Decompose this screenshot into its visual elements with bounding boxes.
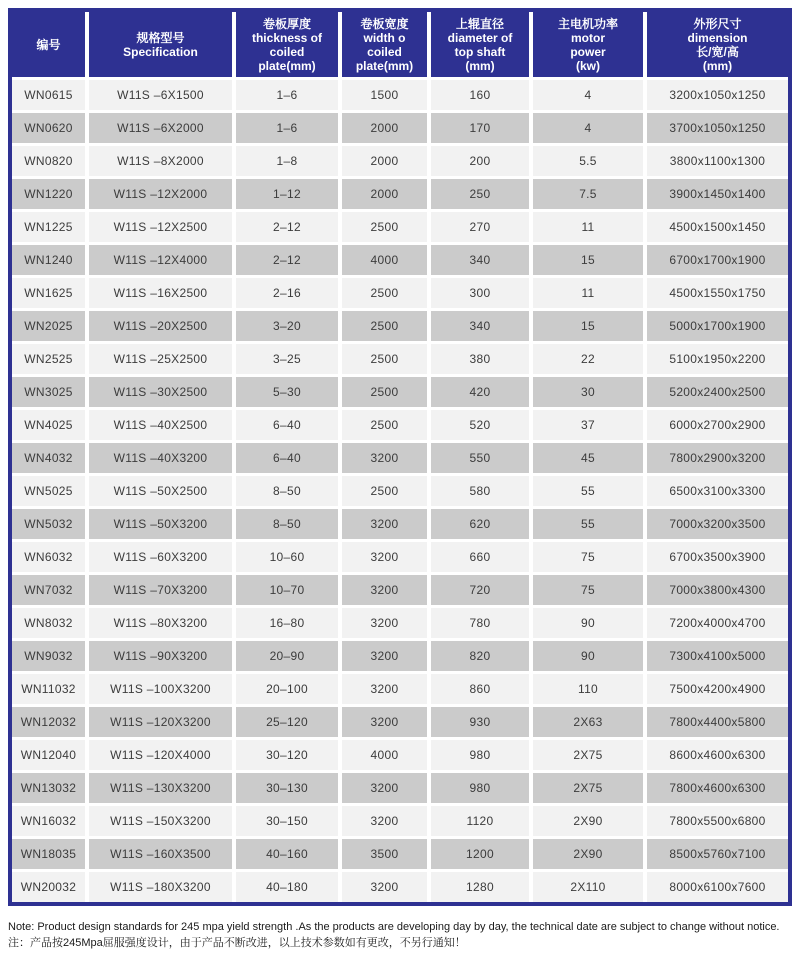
cell-top-shaft-diameter: 860 — [429, 673, 531, 706]
table-row — [12, 310, 788, 343]
cell-serial-number: WN0820 — [12, 145, 87, 178]
cell-dimension: 7300x4100x5000 — [645, 640, 788, 673]
cell-motor-power: 55 — [531, 508, 645, 541]
cell-coiled-plate-thickness: 2–12 — [234, 244, 340, 277]
cell-motor-power: 11 — [531, 211, 645, 244]
cell-motor-power: 22 — [531, 343, 645, 376]
cell-top-shaft-diameter: 340 — [429, 310, 531, 343]
cell-specification: W11S –16X2500 — [87, 277, 234, 310]
table-row — [12, 442, 788, 475]
cell-dimension: 7800x4400x5800 — [645, 706, 788, 739]
cell-top-shaft-diameter: 340 — [429, 244, 531, 277]
cell-serial-number: WN18035 — [12, 838, 87, 871]
cell-top-shaft-diameter: 1120 — [429, 805, 531, 838]
cell-motor-power: 7.5 — [531, 178, 645, 211]
cell-serial-number: WN20032 — [12, 871, 87, 903]
cell-dimension: 6700x3500x3900 — [645, 541, 788, 574]
cell-coiled-plate-width: 2500 — [340, 310, 429, 343]
cell-motor-power: 55 — [531, 475, 645, 508]
cell-motor-power: 90 — [531, 607, 645, 640]
cell-serial-number: WN12040 — [12, 739, 87, 772]
cell-specification: W11S –60X3200 — [87, 541, 234, 574]
cell-coiled-plate-thickness: 25–120 — [234, 706, 340, 739]
cell-coiled-plate-width: 3200 — [340, 706, 429, 739]
cell-specification: W11S –100X3200 — [87, 673, 234, 706]
cell-serial-number: WN1240 — [12, 244, 87, 277]
header-line: 卷板宽度 — [360, 16, 409, 31]
header-line: (mm) — [702, 58, 733, 73]
cell-coiled-plate-width: 2500 — [340, 376, 429, 409]
cell-dimension: 4500x1500x1450 — [645, 211, 788, 244]
cell-serial-number: WN3025 — [12, 376, 87, 409]
cell-specification: W11S –40X3200 — [87, 442, 234, 475]
column-header-specification — [87, 12, 234, 79]
cell-specification: W11S –150X3200 — [87, 805, 234, 838]
cell-top-shaft-diameter: 170 — [429, 112, 531, 145]
cell-motor-power: 4 — [531, 79, 645, 112]
cell-specification: W11S –12X2000 — [87, 178, 234, 211]
header-line: coiled — [367, 44, 402, 59]
cell-top-shaft-diameter: 980 — [429, 772, 531, 805]
cell-coiled-plate-width: 3200 — [340, 772, 429, 805]
cell-motor-power: 2X75 — [531, 739, 645, 772]
header-line: 上辊直径 — [455, 16, 504, 31]
cell-coiled-plate-thickness: 5–30 — [234, 376, 340, 409]
header-line: dimension — [687, 30, 748, 45]
cell-serial-number: WN5032 — [12, 508, 87, 541]
cell-coiled-plate-thickness: 20–90 — [234, 640, 340, 673]
cell-motor-power: 75 — [531, 541, 645, 574]
table-row — [12, 145, 788, 178]
cell-top-shaft-diameter: 720 — [429, 574, 531, 607]
cell-specification: W11S –12X2500 — [87, 211, 234, 244]
header-line: thickness of — [251, 30, 323, 45]
table-row — [12, 871, 788, 903]
cell-motor-power: 4 — [531, 112, 645, 145]
cell-coiled-plate-thickness: 1–8 — [234, 145, 340, 178]
cell-coiled-plate-thickness: 10–70 — [234, 574, 340, 607]
cell-specification: W11S –6X2000 — [87, 112, 234, 145]
cell-coiled-plate-width: 3200 — [340, 673, 429, 706]
cell-specification: W11S –40X2500 — [87, 409, 234, 442]
cell-coiled-plate-width: 3200 — [340, 871, 429, 903]
cell-serial-number: WN12032 — [12, 706, 87, 739]
cell-coiled-plate-thickness: 30–150 — [234, 805, 340, 838]
column-header-coiled-plate-width — [340, 12, 429, 79]
cell-top-shaft-diameter: 780 — [429, 607, 531, 640]
cell-coiled-plate-thickness: 6–40 — [234, 442, 340, 475]
table-header — [12, 12, 788, 79]
cell-motor-power: 2X63 — [531, 706, 645, 739]
cell-top-shaft-diameter: 1280 — [429, 871, 531, 903]
table-row — [12, 739, 788, 772]
footnotes — [8, 919, 794, 951]
cell-dimension: 7800x2900x3200 — [645, 442, 788, 475]
table-row — [12, 640, 788, 673]
cell-dimension: 6500x3100x3300 — [645, 475, 788, 508]
header-line: plate(mm) — [355, 58, 414, 73]
cell-top-shaft-diameter: 820 — [429, 640, 531, 673]
header-line: 长/宽/高 — [696, 44, 739, 59]
cell-specification: W11S –6X1500 — [87, 79, 234, 112]
cell-top-shaft-diameter: 380 — [429, 343, 531, 376]
cell-coiled-plate-width: 3200 — [340, 541, 429, 574]
table-row — [12, 376, 788, 409]
cell-serial-number: WN11032 — [12, 673, 87, 706]
cell-coiled-plate-width: 2000 — [340, 145, 429, 178]
table-row — [12, 343, 788, 376]
cell-dimension: 8000x6100x7600 — [645, 871, 788, 903]
cell-coiled-plate-width: 3500 — [340, 838, 429, 871]
cell-dimension: 5200x2400x2500 — [645, 376, 788, 409]
column-header-coiled-plate-thickness — [234, 12, 340, 79]
cell-dimension: 7800x4600x6300 — [645, 772, 788, 805]
cell-top-shaft-diameter: 520 — [429, 409, 531, 442]
cell-serial-number: WN4032 — [12, 442, 87, 475]
header-line: top shaft — [454, 44, 506, 59]
cell-top-shaft-diameter: 300 — [429, 277, 531, 310]
cell-motor-power: 2X75 — [531, 772, 645, 805]
cell-coiled-plate-thickness: 1–6 — [234, 112, 340, 145]
table-row — [12, 178, 788, 211]
cell-serial-number: WN13032 — [12, 772, 87, 805]
table-row — [12, 838, 788, 871]
header-line: plate(mm) — [258, 58, 316, 73]
cell-coiled-plate-thickness: 40–180 — [234, 871, 340, 903]
cell-coiled-plate-thickness: 40–160 — [234, 838, 340, 871]
cell-serial-number: WN1225 — [12, 211, 87, 244]
cell-coiled-plate-thickness: 6–40 — [234, 409, 340, 442]
cell-serial-number: WN8032 — [12, 607, 87, 640]
cell-dimension: 7200x4000x4700 — [645, 607, 788, 640]
cell-motor-power: 15 — [531, 310, 645, 343]
cell-coiled-plate-width: 3200 — [340, 574, 429, 607]
table-row — [12, 607, 788, 640]
cell-dimension: 3900x1450x1400 — [645, 178, 788, 211]
cell-specification: W11S –30X2500 — [87, 376, 234, 409]
table-row — [12, 277, 788, 310]
cell-top-shaft-diameter: 930 — [429, 706, 531, 739]
table-row — [12, 706, 788, 739]
cell-motor-power: 45 — [531, 442, 645, 475]
cell-specification: W11S –70X3200 — [87, 574, 234, 607]
cell-coiled-plate-width: 2500 — [340, 211, 429, 244]
cell-coiled-plate-width: 2000 — [340, 178, 429, 211]
cell-dimension: 7000x3200x3500 — [645, 508, 788, 541]
table-row — [12, 805, 788, 838]
cell-motor-power: 75 — [531, 574, 645, 607]
cell-motor-power: 15 — [531, 244, 645, 277]
table-row — [12, 772, 788, 805]
cell-top-shaft-diameter: 980 — [429, 739, 531, 772]
cell-top-shaft-diameter: 420 — [429, 376, 531, 409]
cell-top-shaft-diameter: 620 — [429, 508, 531, 541]
cell-top-shaft-diameter: 550 — [429, 442, 531, 475]
cell-dimension: 6000x2700x2900 — [645, 409, 788, 442]
cell-coiled-plate-thickness: 30–130 — [234, 772, 340, 805]
cell-dimension: 8600x4600x6300 — [645, 739, 788, 772]
cell-motor-power: 11 — [531, 277, 645, 310]
table-row — [12, 475, 788, 508]
cell-coiled-plate-thickness: 1–6 — [234, 79, 340, 112]
header-line: 卷板厚度 — [262, 16, 311, 31]
cell-specification: W11S –8X2000 — [87, 145, 234, 178]
header-line: (mm) — [465, 58, 495, 73]
table-row — [12, 244, 788, 277]
cell-coiled-plate-thickness: 8–50 — [234, 475, 340, 508]
column-header-serial-number — [12, 12, 87, 79]
cell-motor-power: 5.5 — [531, 145, 645, 178]
cell-coiled-plate-thickness: 1–12 — [234, 178, 340, 211]
cell-coiled-plate-width: 2000 — [340, 112, 429, 145]
cell-top-shaft-diameter: 160 — [429, 79, 531, 112]
cell-specification: W11S –80X3200 — [87, 607, 234, 640]
cell-coiled-plate-thickness: 20–100 — [234, 673, 340, 706]
note-chinese: 注：产品按245Mpa屈服强度设计，由于产品不断改进，以上技术参数如有更改，不另行通知！ — [8, 937, 466, 949]
header-line: Specification — [123, 44, 198, 59]
cell-coiled-plate-width: 3200 — [340, 805, 429, 838]
header-line: power — [570, 44, 606, 59]
column-header-motor-power — [531, 12, 645, 79]
cell-serial-number: WN6032 — [12, 541, 87, 574]
cell-serial-number: WN16032 — [12, 805, 87, 838]
cell-coiled-plate-width: 4000 — [340, 244, 429, 277]
table-row — [12, 112, 788, 145]
cell-coiled-plate-thickness: 8–50 — [234, 508, 340, 541]
cell-top-shaft-diameter: 660 — [429, 541, 531, 574]
table-row — [12, 541, 788, 574]
cell-dimension: 7000x3800x4300 — [645, 574, 788, 607]
cell-serial-number: WN5025 — [12, 475, 87, 508]
cell-serial-number: WN7032 — [12, 574, 87, 607]
cell-coiled-plate-thickness: 10–60 — [234, 541, 340, 574]
cell-serial-number: WN1220 — [12, 178, 87, 211]
header-line: 编号 — [36, 37, 61, 52]
cell-coiled-plate-width: 3200 — [340, 607, 429, 640]
cell-dimension: 8500x5760x7100 — [645, 838, 788, 871]
cell-top-shaft-diameter: 580 — [429, 475, 531, 508]
cell-top-shaft-diameter: 200 — [429, 145, 531, 178]
cell-specification: W11S –180X3200 — [87, 871, 234, 903]
cell-dimension: 3200x1050x1250 — [645, 79, 788, 112]
cell-coiled-plate-width: 2500 — [340, 343, 429, 376]
cell-specification: W11S –160X3500 — [87, 838, 234, 871]
cell-serial-number: WN1625 — [12, 277, 87, 310]
cell-motor-power: 37 — [531, 409, 645, 442]
cell-coiled-plate-width: 3200 — [340, 442, 429, 475]
cell-motor-power: 110 — [531, 673, 645, 706]
cell-serial-number: WN0620 — [12, 112, 87, 145]
cell-specification: W11S –12X4000 — [87, 244, 234, 277]
cell-motor-power: 30 — [531, 376, 645, 409]
cell-serial-number: WN2025 — [12, 310, 87, 343]
cell-coiled-plate-thickness: 2–12 — [234, 211, 340, 244]
cell-specification: W11S –20X2500 — [87, 310, 234, 343]
header-line: diameter of — [447, 30, 513, 45]
cell-coiled-plate-width: 3200 — [340, 508, 429, 541]
cell-specification: W11S –50X3200 — [87, 508, 234, 541]
cell-serial-number: WN4025 — [12, 409, 87, 442]
cell-coiled-plate-thickness: 16–80 — [234, 607, 340, 640]
header-line: 主电机功率 — [557, 16, 618, 31]
header-line: coiled — [269, 44, 305, 59]
cell-motor-power: 90 — [531, 640, 645, 673]
cell-dimension: 3800x1100x1300 — [645, 145, 788, 178]
cell-motor-power: 2X110 — [531, 871, 645, 903]
table-row — [12, 79, 788, 112]
cell-specification: W11S –25X2500 — [87, 343, 234, 376]
cell-serial-number: WN0615 — [12, 79, 87, 112]
table-row — [12, 574, 788, 607]
cell-specification: W11S –130X3200 — [87, 772, 234, 805]
table-row — [12, 211, 788, 244]
cell-specification: W11S –120X4000 — [87, 739, 234, 772]
table-body — [12, 79, 788, 903]
cell-top-shaft-diameter: 1200 — [429, 838, 531, 871]
spec-table-container — [8, 8, 792, 906]
cell-motor-power: 2X90 — [531, 838, 645, 871]
cell-coiled-plate-width: 2500 — [340, 409, 429, 442]
table-row — [12, 508, 788, 541]
spec-table — [12, 12, 788, 902]
note-english: Note: Product design standards for 245 mpa yield strength .As the products are developing day by day, the technical date are subject to change without notice. — [8, 921, 780, 933]
cell-dimension: 4500x1550x1750 — [645, 277, 788, 310]
cell-coiled-plate-thickness: 2–16 — [234, 277, 340, 310]
cell-dimension: 5100x1950x2200 — [645, 343, 788, 376]
cell-top-shaft-diameter: 250 — [429, 178, 531, 211]
cell-serial-number: WN9032 — [12, 640, 87, 673]
cell-dimension: 7800x5500x6800 — [645, 805, 788, 838]
cell-dimension: 3700x1050x1250 — [645, 112, 788, 145]
cell-specification: W11S –90X3200 — [87, 640, 234, 673]
cell-coiled-plate-thickness: 3–20 — [234, 310, 340, 343]
header-line: (kw) — [576, 58, 600, 73]
cell-specification: W11S –120X3200 — [87, 706, 234, 739]
header-line: 外形尺寸 — [693, 16, 742, 31]
header-line: width o — [363, 30, 406, 45]
column-header-top-shaft-diameter — [429, 12, 531, 79]
header-row — [12, 12, 788, 79]
cell-coiled-plate-width: 2500 — [340, 475, 429, 508]
cell-serial-number: WN2525 — [12, 343, 87, 376]
cell-specification: W11S –50X2500 — [87, 475, 234, 508]
column-header-dimension — [645, 12, 788, 79]
cell-coiled-plate-width: 4000 — [340, 739, 429, 772]
cell-coiled-plate-thickness: 30–120 — [234, 739, 340, 772]
cell-coiled-plate-width: 2500 — [340, 277, 429, 310]
cell-coiled-plate-width: 3200 — [340, 640, 429, 673]
table-row — [12, 673, 788, 706]
cell-dimension: 5000x1700x1900 — [645, 310, 788, 343]
cell-dimension: 7500x4200x4900 — [645, 673, 788, 706]
header-line: 规格型号 — [136, 30, 185, 45]
cell-dimension: 6700x1700x1900 — [645, 244, 788, 277]
cell-coiled-plate-thickness: 3–25 — [234, 343, 340, 376]
cell-top-shaft-diameter: 270 — [429, 211, 531, 244]
table-row — [12, 409, 788, 442]
header-line: motor — [571, 30, 605, 45]
cell-motor-power: 2X90 — [531, 805, 645, 838]
cell-coiled-plate-width: 1500 — [340, 79, 429, 112]
